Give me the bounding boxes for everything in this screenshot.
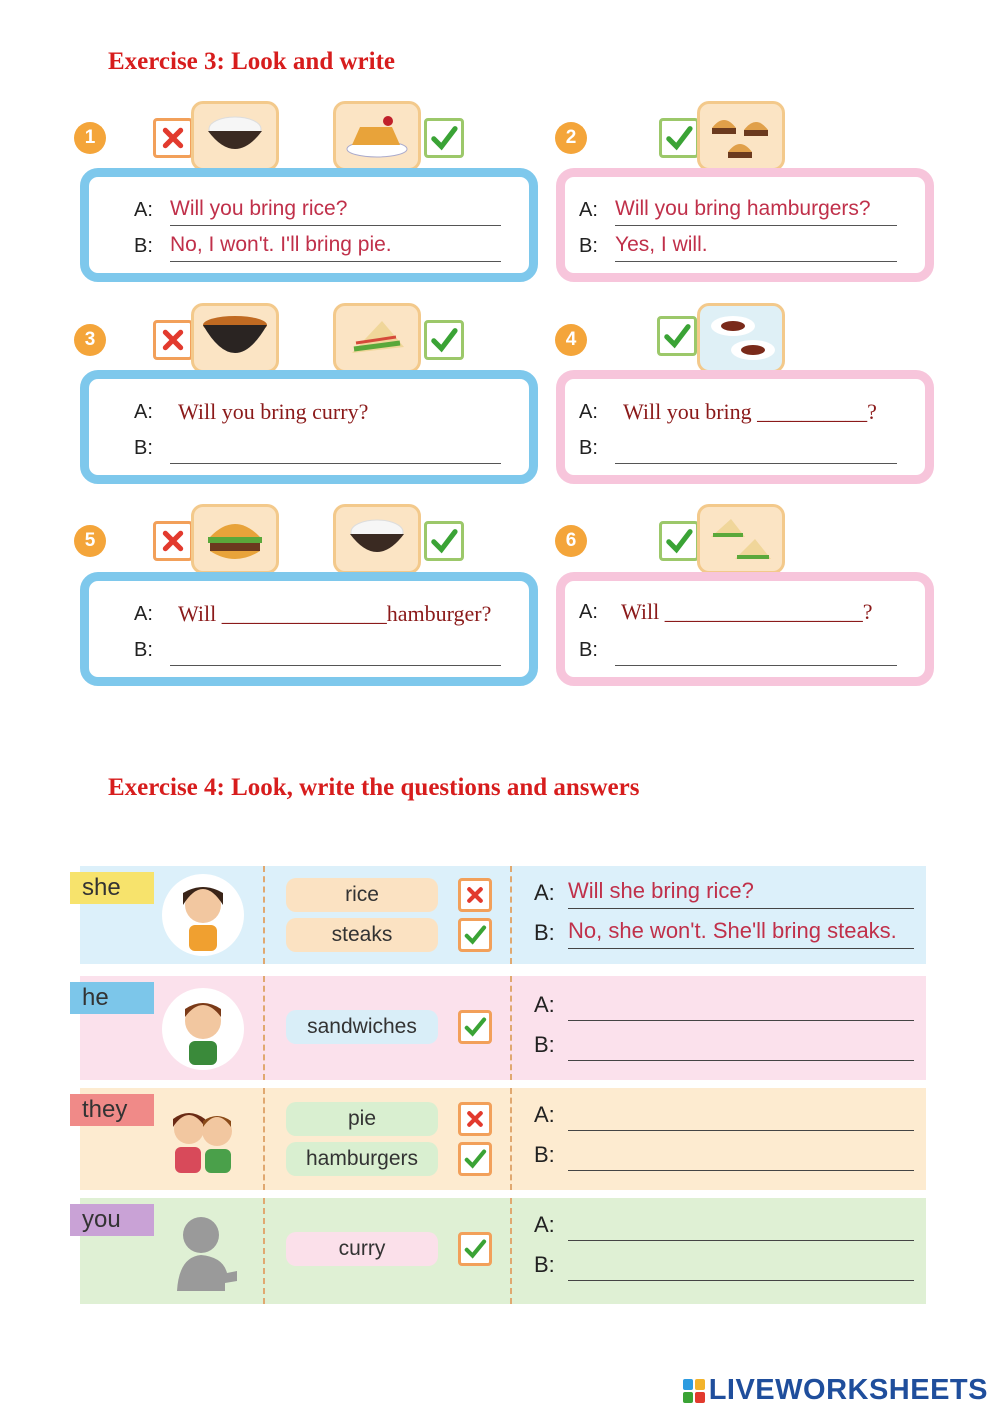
label-b: B: (534, 920, 555, 945)
exercise4-row-you (80, 1198, 926, 1304)
kids-avatar (162, 1096, 244, 1178)
question-a-text: Will you bring curry? (178, 399, 369, 424)
silhouette-avatar (162, 1208, 244, 1290)
boy-avatar (162, 988, 244, 1070)
answer-b-field[interactable] (170, 435, 501, 464)
answer-b-field[interactable]: No, she won't. She'll bring steaks. (568, 918, 914, 949)
cross-icon (458, 878, 492, 912)
dialogue-box-4 (556, 370, 934, 484)
label-a: A: (134, 401, 153, 423)
answer-a-field[interactable] (568, 1100, 914, 1131)
exercise4-row-she (80, 866, 926, 964)
cross-icon (153, 521, 193, 561)
answer-b-field[interactable]: Yes, I will. (615, 233, 897, 262)
dialogue-box-2 (556, 168, 934, 282)
label-a: A: (134, 199, 153, 221)
exercise4-row-he (80, 976, 926, 1080)
rice-bowl-image (333, 504, 421, 574)
pronoun-label: they (70, 1094, 154, 1126)
logo-grid-icon (683, 1379, 705, 1403)
item-number: 3 (74, 324, 106, 356)
label-a: A: (579, 199, 598, 221)
label-b: B: (134, 437, 153, 459)
rice-bowl-image (191, 101, 279, 171)
exercise3-heading: Exercise 3: Look and write (108, 48, 396, 75)
sandwiches-image (697, 504, 785, 574)
pronoun-label: he (70, 982, 154, 1014)
answer-a-field[interactable]: Will you bring hamburgers? (615, 197, 897, 226)
check-icon (458, 918, 492, 952)
check-icon (657, 316, 697, 356)
dialogue-box-1 (80, 168, 538, 282)
curry-bowl-image (191, 303, 279, 373)
sandwich-image (333, 303, 421, 373)
item-number: 5 (74, 525, 106, 557)
dialogue-box-5 (80, 572, 538, 686)
item-number: 1 (74, 122, 106, 154)
check-icon (424, 521, 464, 561)
question-a-text[interactable]: Will you bring __________? (623, 399, 877, 424)
dialogue-box-3 (80, 370, 538, 484)
label-b: B: (579, 437, 598, 459)
food-label: rice (286, 878, 438, 912)
label-b: B: (534, 1032, 555, 1057)
answer-b-field[interactable] (170, 637, 501, 666)
answer-b-field[interactable]: No, I won't. I'll bring pie. (170, 233, 501, 262)
food-label: hamburgers (286, 1142, 438, 1176)
answer-a-field[interactable] (568, 1210, 914, 1241)
label-a: A: (134, 603, 153, 625)
label-a: A: (534, 1212, 555, 1237)
item-number: 4 (555, 324, 587, 356)
label-a: A: (579, 601, 598, 623)
label-a: A: (534, 1102, 555, 1127)
exercise4-row-they (80, 1088, 926, 1190)
label-a: A: (534, 880, 555, 905)
check-icon (458, 1232, 492, 1266)
check-icon (659, 521, 699, 561)
dialogue-box-6 (556, 572, 934, 686)
liveworksheets-logo (683, 1374, 988, 1407)
check-icon (424, 118, 464, 158)
answer-b-field[interactable] (615, 637, 897, 666)
answer-a-field[interactable]: Will you bring rice? (170, 197, 501, 226)
answer-b-field[interactable] (568, 1030, 914, 1061)
cross-icon (458, 1102, 492, 1136)
label-b: B: (579, 639, 598, 661)
question-a-text[interactable]: Will __________________? (621, 599, 873, 624)
label-a: A: (534, 992, 555, 1017)
answer-b-field[interactable] (568, 1140, 914, 1171)
cross-icon (153, 118, 193, 158)
hamburger-image (191, 504, 279, 574)
check-icon (458, 1010, 492, 1044)
answer-b-field[interactable] (568, 1250, 914, 1281)
answer-b-field[interactable] (615, 435, 897, 464)
girl-avatar (162, 874, 244, 956)
cross-icon (153, 320, 193, 360)
label-a: A: (579, 401, 598, 423)
item-number: 2 (555, 122, 587, 154)
food-label: steaks (286, 918, 438, 952)
pronoun-label: she (70, 872, 154, 904)
answer-a-field[interactable]: Will she bring rice? (568, 878, 914, 909)
check-icon (458, 1142, 492, 1176)
food-label: sandwiches (286, 1010, 438, 1044)
item-number: 6 (555, 525, 587, 557)
pronoun-label: you (70, 1204, 154, 1236)
label-b: B: (134, 235, 153, 257)
food-label: pie (286, 1102, 438, 1136)
hamburgers-image (697, 101, 785, 171)
pie-image (333, 101, 421, 171)
check-icon (659, 118, 699, 158)
answer-a-field[interactable] (568, 990, 914, 1021)
steaks-image (697, 303, 785, 373)
question-a-text[interactable]: Will _______________hamburger? (178, 601, 492, 626)
label-b: B: (579, 235, 598, 257)
label-b: B: (534, 1142, 555, 1167)
label-b: B: (534, 1252, 555, 1277)
label-b: B: (134, 639, 153, 661)
food-label: curry (286, 1232, 438, 1266)
brand-text: LIVEWORKSHEETS (708, 1374, 988, 1406)
check-icon (424, 320, 464, 360)
exercise4-heading: Exercise 4: Look, write the questions and answers (108, 774, 640, 801)
